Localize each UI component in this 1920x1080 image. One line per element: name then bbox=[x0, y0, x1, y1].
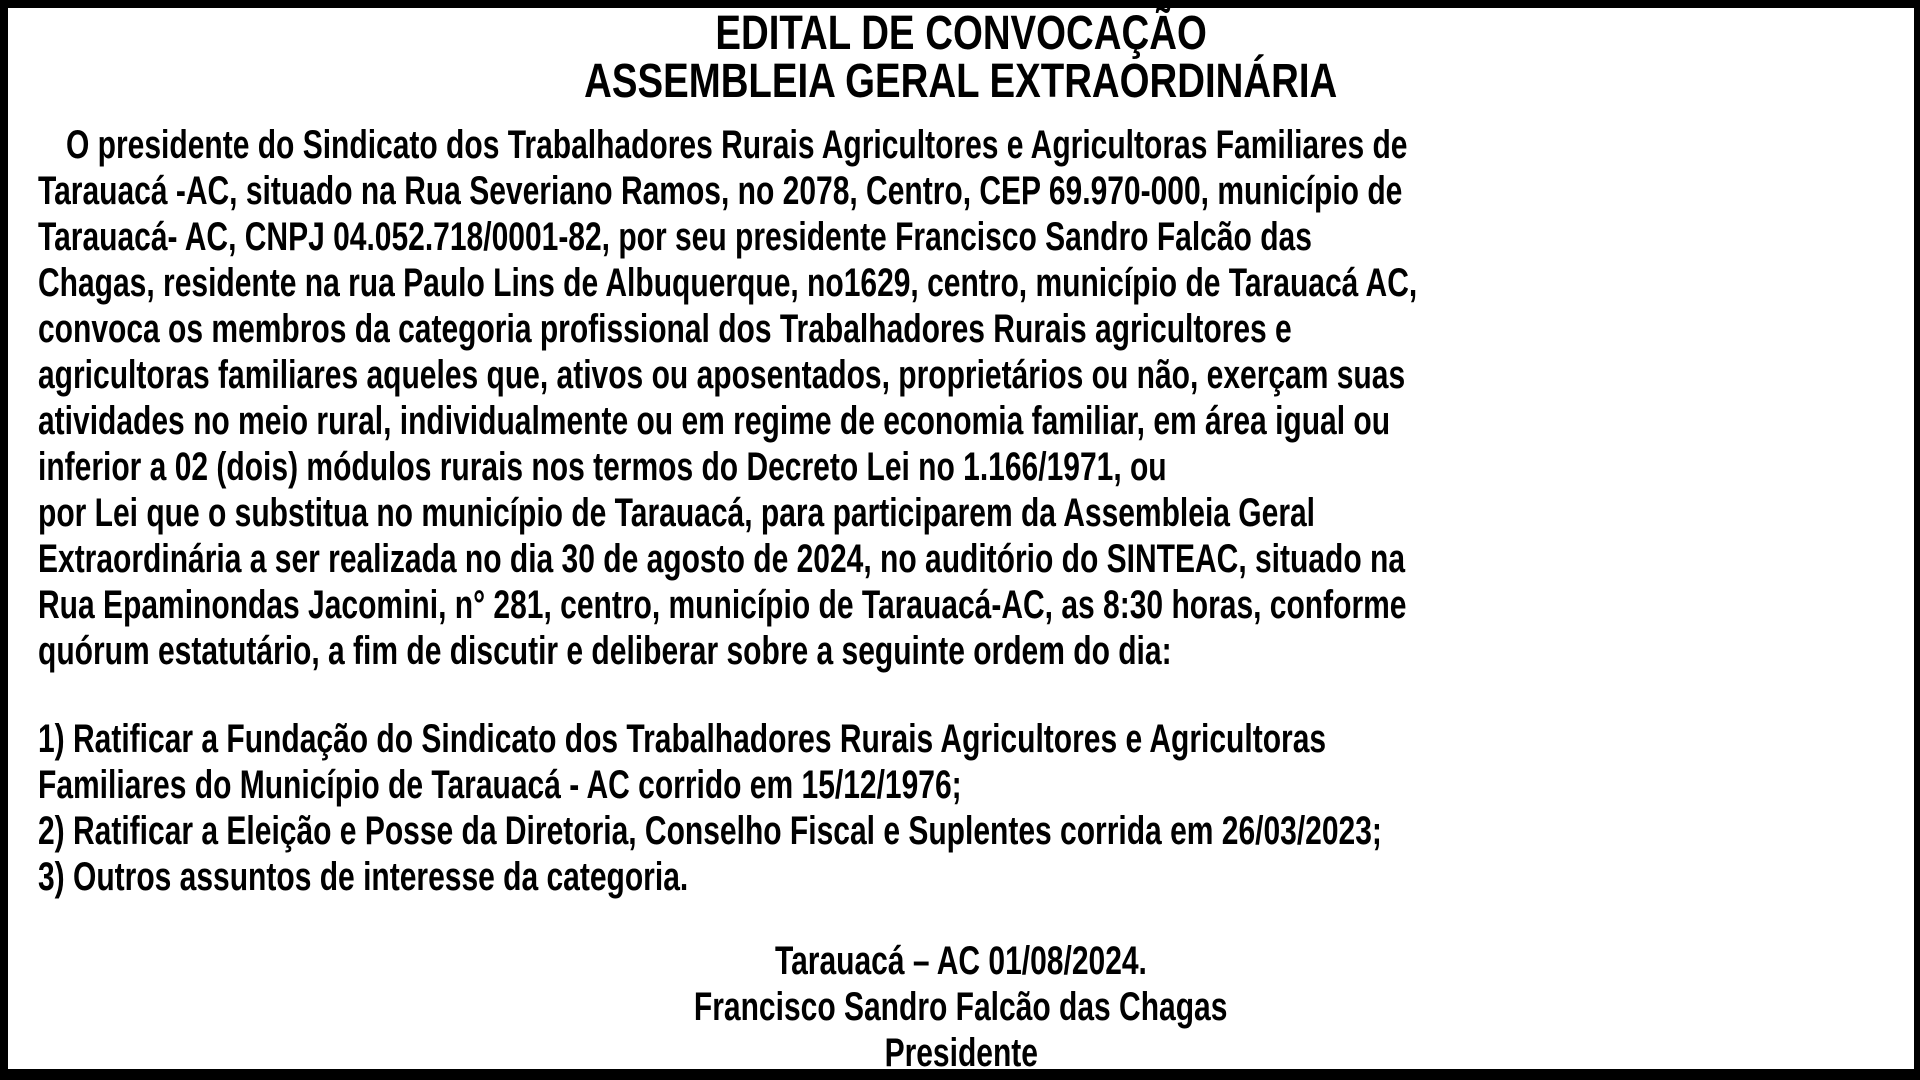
document-title-text-1: EDITAL DE CONVOCAÇÃO bbox=[715, 7, 1207, 60]
agenda-item-line: 2) Ratificar a Eleição e Posse da Diretoria, Conselho Fiscal e Suplentes corrida em 26/03/2023; bbox=[38, 809, 1382, 853]
title-body-spacer bbox=[8, 106, 1914, 122]
body-line: quórum estatutário, a fim de discutir e deliberar sobre a seguinte ordem do dia: bbox=[38, 629, 1172, 673]
body-line: agricultoras familiares aqueles que, ativos ou aposentados, proprietários ou não, exerçam suas bbox=[38, 353, 1406, 397]
document-title-text-2: ASSEMBLEIA GERAL EXTRAORDINÁRIA bbox=[584, 55, 1338, 108]
document-title-line-1 bbox=[8, 7, 1914, 60]
body-line: Rua Epaminondas Jacomini, n° 281, centro, município de Tarauacá-AC, as 8:30 horas, conforme bbox=[38, 583, 1407, 627]
body-line: O presidente do Sindicato dos Trabalhadores Rurais Agricultores e Agricultoras Familiares de bbox=[66, 123, 1408, 167]
agenda-closing-spacer bbox=[8, 900, 1914, 938]
agenda-item-line: Familiares do Município de Tarauacá - AC corrido em 15/12/1976; bbox=[38, 763, 962, 807]
signature-name bbox=[8, 984, 1914, 1030]
body-line: atividades no meio rural, individualmente ou em regime de economia familiar, em área igual ou bbox=[38, 399, 1391, 443]
body-line: convoca os membros da categoria profissional dos Trabalhadores Rurais agricultores e bbox=[38, 307, 1292, 351]
signature-role bbox=[8, 1030, 1914, 1076]
agenda-item-line: 3) Outros assuntos de interesse da categoria. bbox=[38, 855, 689, 899]
closing-place-date bbox=[8, 938, 1914, 984]
body-line: Tarauacá -AC, situado na Rua Severiano Ramos, no 2078, Centro, CEP 69.970-000, município de bbox=[38, 169, 1403, 213]
signature-role-text: Presidente bbox=[884, 1031, 1038, 1075]
closing-place-date-text: Tarauacá – AC 01/08/2024. bbox=[775, 939, 1147, 983]
body-agenda-spacer bbox=[8, 674, 1914, 716]
body-line: Extraordinária a ser realizada no dia 30 de agosto de 2024, no auditório do SINTEAC, situado na bbox=[38, 537, 1406, 581]
body-line: por Lei que o substitua no município de Tarauacá, para participarem da Assembleia Geral bbox=[38, 491, 1316, 535]
agenda-item-line: 1) Ratificar a Fundação do Sindicato dos Trabalhadores Rurais Agricultores e Agricultoras bbox=[38, 717, 1327, 761]
body-line: inferior a 02 (dois) módulos rurais nos termos do Decreto Lei no 1.166/1971, ou bbox=[38, 445, 1167, 489]
body-line: Tarauacá- AC, CNPJ 04.052.718/0001-82, por seu presidente Francisco Sandro Falcão das bbox=[38, 215, 1312, 259]
body-line: Chagas, residente na rua Paulo Lins de Albuquerque, no1629, centro, município de Tarauacá AC, bbox=[38, 261, 1418, 305]
document-title-line-2 bbox=[8, 55, 1914, 108]
signature-name-text: Francisco Sandro Falcão das Chagas bbox=[694, 985, 1228, 1029]
